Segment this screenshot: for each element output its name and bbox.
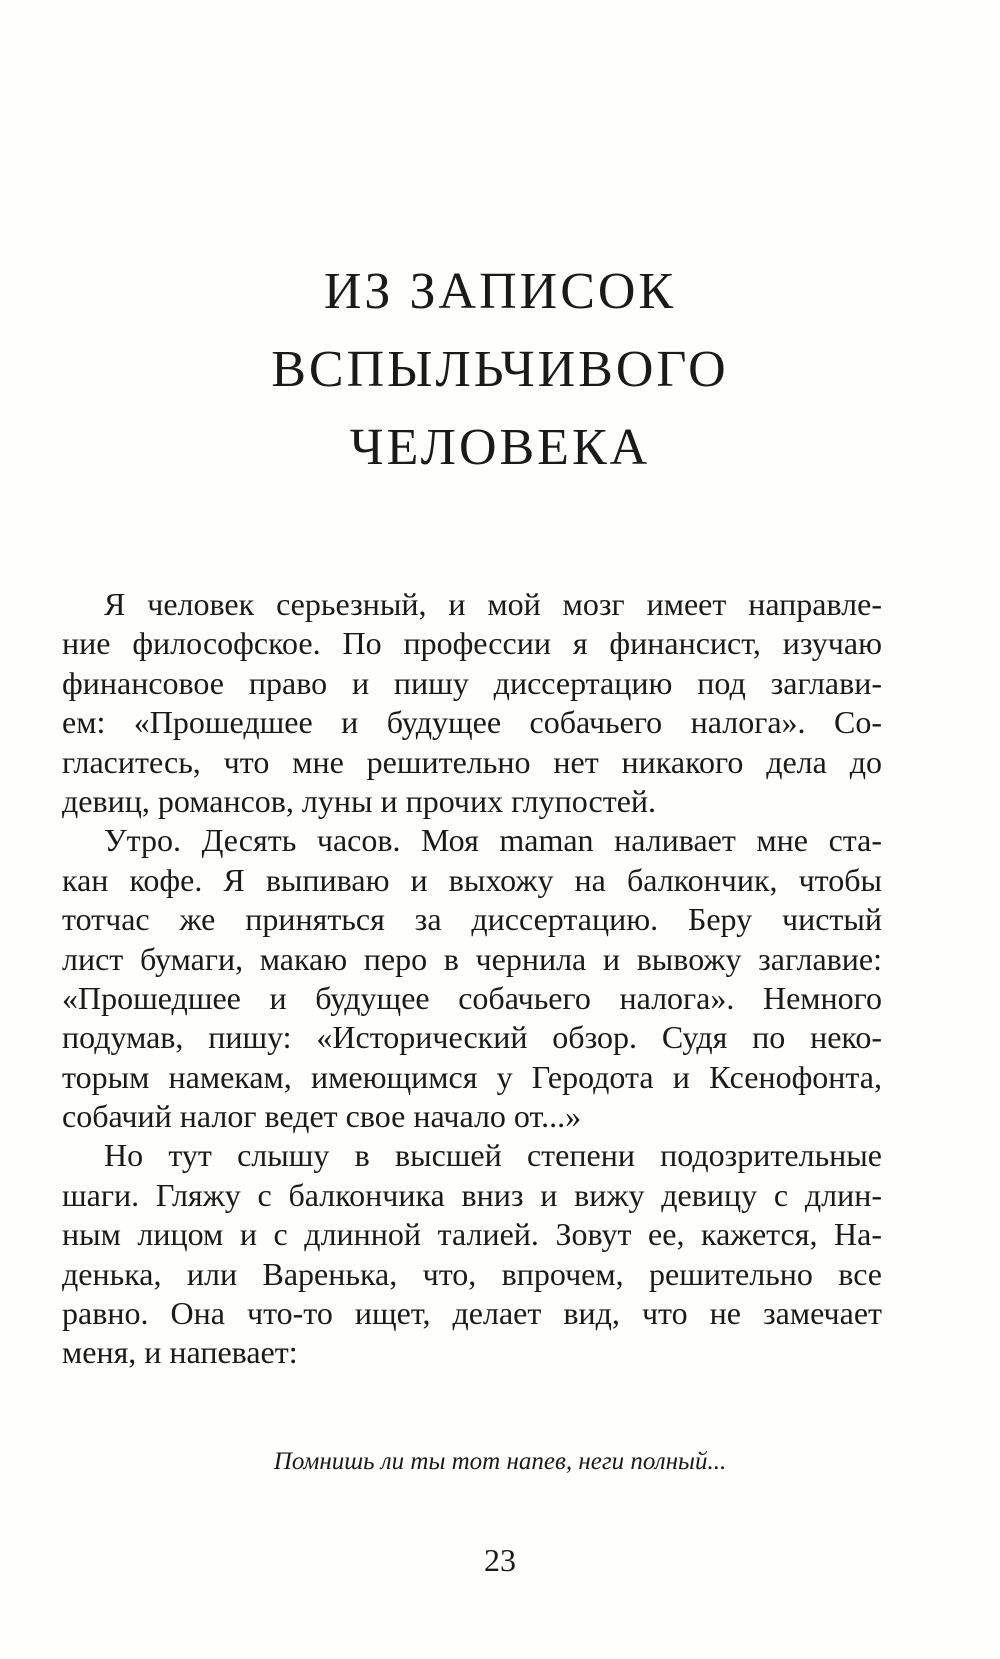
text-line: меня, и напевает: <box>62 1334 298 1371</box>
text-line: торым намекам, имеющимся у Геродота и Ксенофонта, <box>62 1058 882 1095</box>
text-line: шаги. Гляжу с балкончика вниз и вижу девицу с длин- <box>62 1176 882 1213</box>
text-line: кан кофе. Я выпиваю и выхожу на балкончик, чтобы <box>62 861 882 898</box>
text-line: Я человек серьезный, и мой мозг имеет направле- <box>104 586 882 622</box>
page-number: 23 <box>484 1542 516 1578</box>
text-line: равно. Она что-то ищет, делает вид, что не замечает <box>62 1295 882 1332</box>
chapter-title-line-3: ЧЕЛОВЕКА <box>349 419 651 476</box>
text-line: гласитесь, что мне решительно нет никакого дела до <box>62 743 882 780</box>
text-line: ным лицом и с длинной талией. Зовут ее, кажется, На- <box>62 1216 882 1253</box>
body-text <box>62 585 882 1373</box>
text-line: Но тут слышу в высшей степени подозрительные <box>104 1137 882 1174</box>
text-line: собачий налог ведет свое начало от...» <box>62 1098 582 1135</box>
text-line: лист бумаги, макаю перо в чернила и вывожу заглавие: <box>62 940 882 977</box>
text-line: ние философское. По профессии я финансист, изучаю <box>62 625 882 662</box>
chapter-title-line-1: ИЗ ЗАПИСОК <box>323 263 677 320</box>
text-line: тотчас же приняться за диссертацию. Беру чистый <box>62 901 882 938</box>
chapter-title-line-2: ВСПЫЛЬЧИВОГО <box>271 341 729 398</box>
text-line: подумав, пишу: «Исторический обзор. Судя по неко- <box>62 1019 882 1056</box>
text-line: денька, или Варенька, что, впрочем, решительно все <box>62 1255 882 1292</box>
text-line: «Прошедшее и будущее собачьего налога». Немного <box>62 979 882 1016</box>
text-line: финансовое право и пишу диссертацию под заглави- <box>62 664 882 701</box>
text-line: ем: «Прошедшее и будущее собачьего налога». Со- <box>62 704 882 741</box>
text-line: девиц, романсов, луны и прочих глупостей. <box>62 782 657 819</box>
text-line: Утро. Десять часов. Моя maman наливает мне ста- <box>104 822 882 859</box>
verse-quote: Помнишь ли ты тот напев, неги полный... <box>273 1448 727 1475</box>
